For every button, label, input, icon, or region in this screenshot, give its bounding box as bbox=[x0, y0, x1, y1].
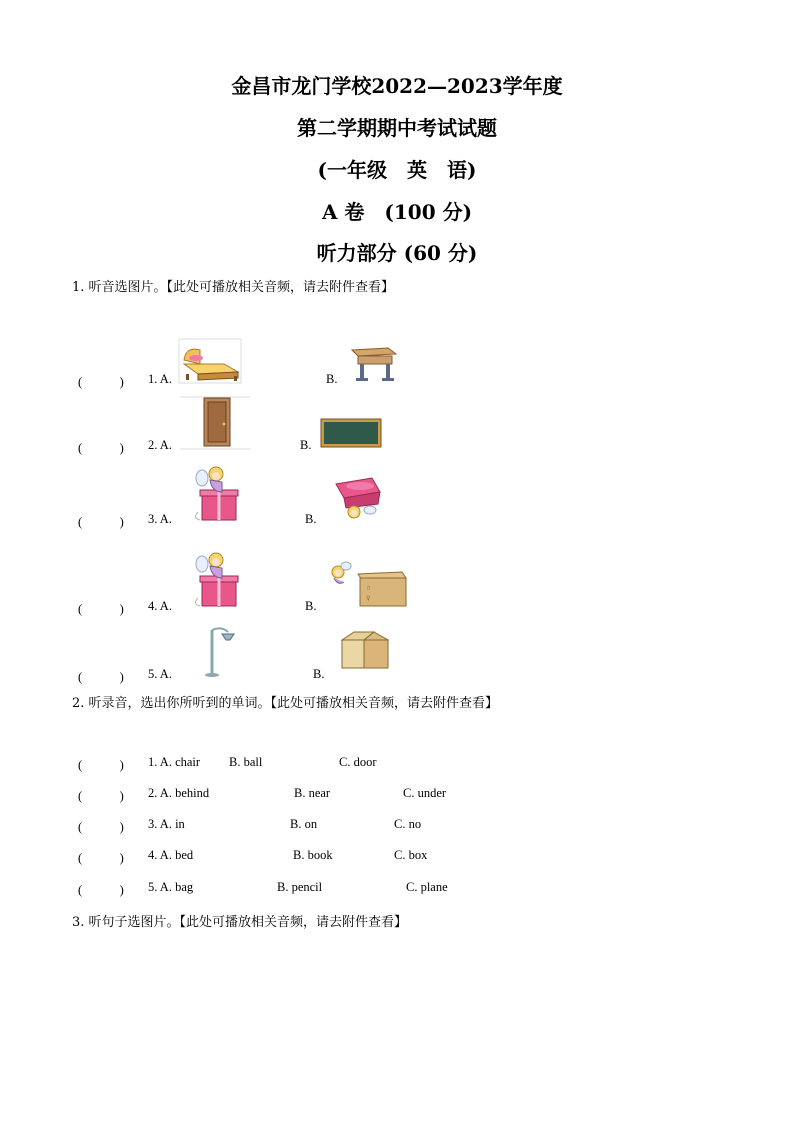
option-a-label: 3. A. bbox=[148, 512, 172, 526]
answer-bracket[interactable]: ( ) bbox=[78, 758, 124, 772]
bed-image[interactable] bbox=[178, 338, 242, 384]
fairy-on-box-image[interactable] bbox=[188, 462, 248, 524]
exam-grade-subject: (一年级 英 语) bbox=[317, 158, 477, 182]
option-a: 2. A. behind bbox=[148, 786, 210, 800]
box-image[interactable] bbox=[340, 630, 392, 672]
question-1-title: 1. 听音选图片。【此处可播放相关音频，请去附件查看】 bbox=[72, 280, 395, 295]
option-a: 1. A. chair bbox=[148, 755, 201, 769]
answer-bracket[interactable]: ( ) bbox=[78, 851, 124, 865]
option-a-label: 5. A. bbox=[148, 667, 172, 681]
question-3-title: 3. 听句子选图片。【此处可播放相关音频，请去附件查看】 bbox=[72, 915, 408, 930]
option-a: 3. A. in bbox=[148, 817, 185, 831]
option-b: B. ball bbox=[229, 755, 263, 769]
fairy-on-box-image[interactable] bbox=[188, 548, 248, 610]
option-c: C. box bbox=[394, 848, 428, 862]
option-b-label: B. bbox=[326, 372, 338, 386]
option-c: C. door bbox=[339, 755, 377, 769]
exam-school-title: 金昌市龙门学校2022—2023学年度 bbox=[231, 74, 563, 98]
question-2-title: 2. 听录音，选出你所听到的单词。【此处可播放相关音频，请去附件查看】 bbox=[72, 696, 499, 711]
answer-bracket[interactable]: ( ) bbox=[78, 515, 124, 529]
answer-bracket[interactable]: ( ) bbox=[78, 789, 124, 803]
fairy-near-box-image[interactable] bbox=[326, 556, 408, 610]
option-b-label: B. bbox=[305, 599, 317, 613]
option-a-label: 2. A. bbox=[148, 438, 172, 452]
answer-bracket[interactable]: ( ) bbox=[78, 883, 124, 897]
exam-term-title: 第二学期期中考试试题 bbox=[297, 116, 497, 140]
option-a-label: 1. A. bbox=[148, 372, 172, 386]
listening-section-title: 听力部分 (60 分) bbox=[316, 241, 478, 265]
option-a-label: 4. A. bbox=[148, 599, 172, 613]
answer-bracket[interactable]: ( ) bbox=[78, 602, 124, 616]
option-a: 4. A. bed bbox=[148, 848, 194, 862]
lamp-image[interactable] bbox=[198, 624, 240, 678]
option-b-label: B. bbox=[300, 438, 312, 452]
svg-text:⇧: ⇧ bbox=[366, 585, 372, 592]
option-c: C. no bbox=[394, 817, 422, 831]
option-c: C. plane bbox=[406, 880, 448, 894]
option-c: C. under bbox=[403, 786, 447, 800]
blackboard-image[interactable] bbox=[320, 418, 382, 448]
answer-bracket[interactable]: ( ) bbox=[78, 820, 124, 834]
exam-paper-score: A 卷 (100 分) bbox=[321, 200, 473, 224]
option-b: B. on bbox=[290, 817, 318, 831]
option-b-label: B. bbox=[313, 667, 325, 681]
option-b-label: B. bbox=[305, 512, 317, 526]
answer-bracket[interactable]: ( ) bbox=[78, 441, 124, 455]
option-a: 5. A. bag bbox=[148, 880, 194, 894]
option-b: B. book bbox=[293, 848, 333, 862]
option-b: B. near bbox=[294, 786, 331, 800]
answer-bracket[interactable]: ( ) bbox=[78, 375, 124, 389]
answer-bracket[interactable]: ( ) bbox=[78, 670, 124, 684]
door-image[interactable] bbox=[180, 396, 250, 450]
option-b: B. pencil bbox=[277, 880, 323, 894]
svg-text:♀: ♀ bbox=[366, 595, 371, 602]
fairy-under-box-image[interactable] bbox=[330, 472, 386, 522]
desk-image[interactable] bbox=[348, 344, 398, 384]
